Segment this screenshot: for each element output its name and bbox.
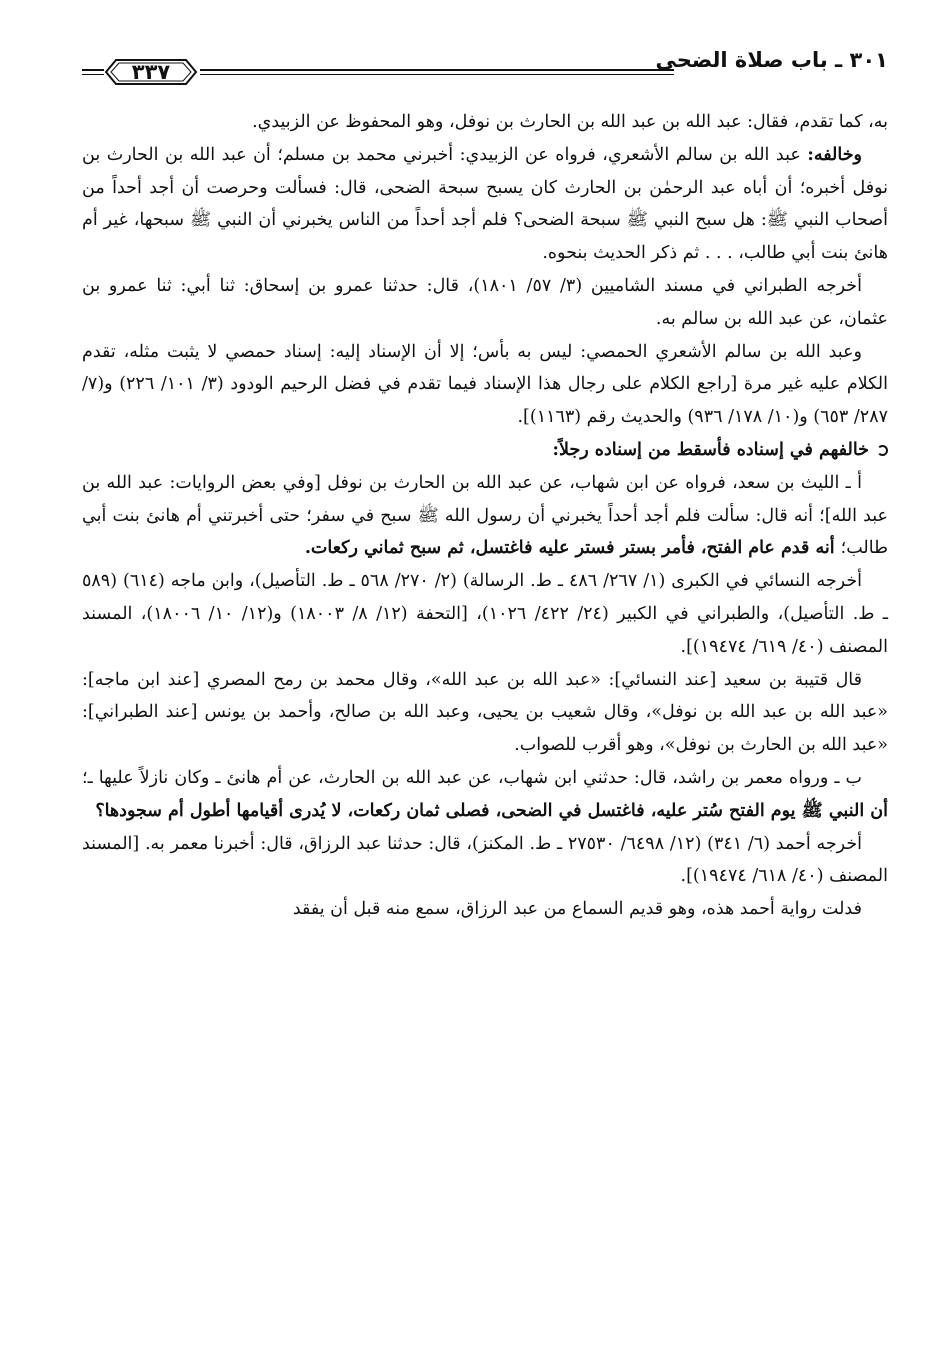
page-content (82, 106, 888, 926)
paragraph (82, 467, 888, 565)
paragraph (82, 336, 888, 434)
heading-text: خالفهم في إسناده فأسقط من إسناده رجلاً: (552, 439, 869, 460)
paragraph-text: ب ـ ورواه معمر بن راشد، قال: حدثني ابن شهاب، عن عبد الله بن الحارث، عن أم هانئ ـ وكان نازلاً عليها ـ؛ (82, 767, 862, 788)
paragraph (82, 139, 888, 270)
page-number: ٣٣٧ (131, 60, 171, 84)
paragraph-text: أخرجه الطبراني في مسند الشاميين (٣/ ٥٧/ ١٨٠١)، قال: حدثنا عمرو بن إسحاق: ثنا أبي: ثنا عمرو بن عثمان، عن عبد الله بن سالم به. (82, 275, 888, 329)
header-rule-left-thin (82, 74, 104, 75)
paragraph (82, 106, 888, 139)
section-heading (82, 434, 888, 467)
paragraph-text: فدلت رواية أحمد هذه، وهو قديم السماع من عبد الرزاق، سمع منه قبل أن يفقد (292, 899, 862, 920)
paragraph (82, 762, 888, 828)
page-number-badge (102, 57, 200, 87)
paragraph-bold-text: أنه قدم عام الفتح، فأمر بستر فستر عليه فاغتسل، ثم سبح ثماني ركعات. (304, 538, 841, 559)
paragraph (82, 270, 888, 336)
paragraph-text: أخرجه النسائي في الكبرى (١/ ٢٦٧/ ٤٨٦ ـ ط. الرسالة) (٢/ ٢٧٠/ ٥٦٨ ـ ط. التأصيل)، وابن ماجه (٦١٤) (٥٨٩ ـ ط. التأصيل)، والطبراني في الكبير (٢٤/ ٤٢٢/ ١٠٢٦)، [التحفة (١٢/ ٨/ ١٨٠٠٣) و(١٢/ ١٠/ ١٨٠٠٦)، المسند المصنف (٤٠/ ٦١٩/ ١٩٤٧٤)]. (82, 571, 888, 657)
header-rule-left (82, 69, 104, 71)
paragraph-text: أ ـ الليث بن سعد، فرواه عن ابن شهاب، عن عبد الله بن الحارث بن نوفل [وفي بعض الروايات: عبد الله بن عبد الله]؛ أنه قال: سألت فلم أجد أحداً يخبرني أن رسول الله ﷺ سبح في سفر؛ حتى أخبرتني أم هانئ بنت أبي طالب؛ (82, 472, 888, 559)
paragraph-text: قال قتيبة بن سعيد [عند النسائي]: «عبد الله بن عبد الله»، وقال محمد بن رمح المصري [عند ابن ماجه]: «عبد الله بن عبد الله بن نوفل»، وقال شعيب بن يحيى، وعبد الله بن صالح، وأحمد بن يونس [عند الطبراني]: «عبد الله بن الحارث بن نوفل»، وهو أقرب للصواب. (82, 669, 888, 756)
header-rule (200, 69, 674, 71)
paragraph-lead: وخالفه: (807, 144, 862, 165)
page-header (82, 40, 888, 102)
paragraph (82, 565, 888, 663)
header-rule-thin (200, 74, 674, 75)
chapter-title: ٣٠١ ـ باب صلاة الضحى (655, 48, 888, 72)
paragraph-text: وعبد الله بن سالم الأشعري الحمصي: ليس به بأس؛ إلا أن الإسناد إليه: إسناد حمصي لا يثبت مثله، تقدم الكلام عليه غير مرة [راجع الكلام على رجال هذا الإسناد فيما تقدم في فضل الرحيم الودود (٣/ ١٠١/ ٢٢٦) و(٧/ ٢٨٧/ ٦٥٣) و(١٠/ ١٧٨/ ٩٣٦) والحديث رقم (١١٦٣)]. (82, 341, 888, 428)
paragraph (82, 893, 888, 926)
paragraph (82, 664, 888, 762)
paragraph-bold-text: أن النبي ﷺ يوم الفتح سُتر عليه، فاغتسل في الضحى، فصلى ثمان ركعات، لا يُدرى أقيامها أطول أم سجودها؟ (95, 800, 888, 821)
bullet-icon (877, 445, 888, 456)
paragraph-text: به، كما تقدم، فقال: عبد الله بن عبد الله بن الحارث بن نوفل، وهو المحفوظ عن الزبيدي. (252, 112, 888, 132)
paragraph-text: أخرجه أحمد (٦/ ٣٤١) (١٢/ ٦٤٩٨/ ٢٧٥٣٠ ـ ط. المكنز)، قال: حدثنا عبد الرزاق، قال: أخبرنا معمر به. [المسند المصنف (٤٠/ ٦١٨/ ١٩٤٧٤)]. (82, 833, 888, 887)
paragraph (82, 828, 888, 894)
book-page (82, 40, 888, 926)
paragraph-text: عبد الله بن سالم الأشعري، فرواه عن الزبيدي: أخبرني محمد بن مسلم؛ أن عبد الله بن الحارث بن نوفل أخبره؛ أن أباه عبد الرحمٰن بن الحارث كان يسبح سبحة الضحى، قال: فسألت وحرصت أن أجد أحداً من أصحاب النبي ﷺ: هل سبح النبي ﷺ سبحة الضحى؟ فلم أجد أحداً من الناس يخبرني أن النبي ﷺ سبحها، غير أم هانئ بنت أبي طالب، . . . ثم ذكر الحديث بنحوه. (82, 144, 888, 264)
